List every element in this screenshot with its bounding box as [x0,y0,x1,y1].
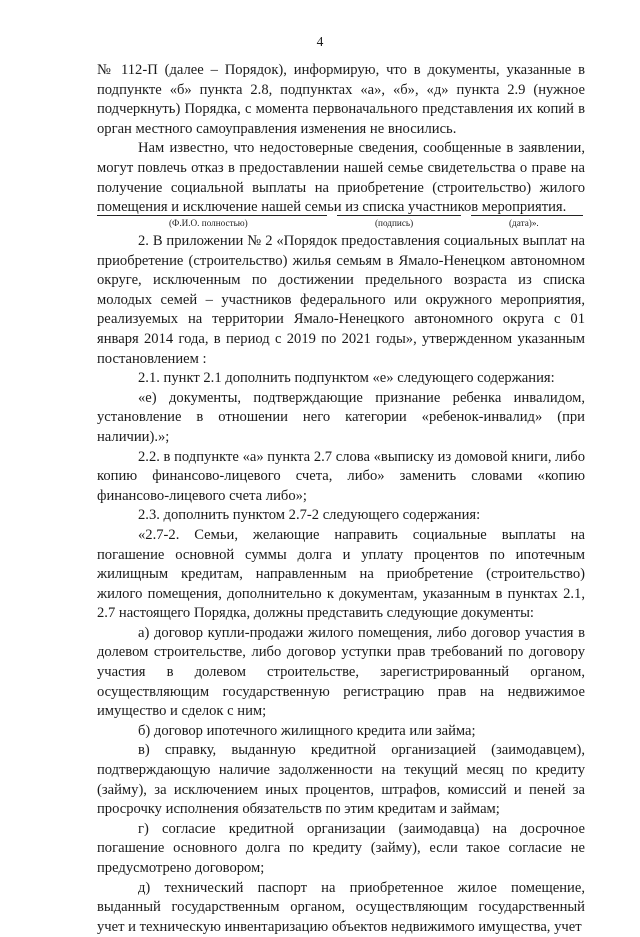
item-v: в) справку, выданную кредитной организацией (заимодавцем), подтверждающую наличие задолженности на текущий месяц по кредиту (займу), за исключением иных процентов, штрафов, комиссий и пеней за просрочку исполнения обязательств по этим кредитам и займам; [97,742,585,818]
para-2-1: 2.1. пункт 2.1 дополнить подпунктом «е» следующего содержания: [138,370,555,387]
item-g: г) согласие кредитной организации (заимодавца) на досрочное погашение основного долга по кредиту (займу), если такое согласие не предусмотрено договором; [97,820,585,876]
sign-caption: (подпись) [375,218,414,228]
fio-caption: (Ф.И.О. полностью) [169,218,248,228]
intro-block [97,61,585,218]
para-2-7-2: «2.7-2. Семьи, желающие направить социальные выплаты на погашение основной суммы долга и уплату процентов по ипотечным жилищным кредитам, направленным на приобретение (строительство) жилого помещения, дополнительно к документам, указанным в пунктах 2.1, 2.7 настоящего Порядка, должны представить следующие документы: [97,526,585,622]
item-a: а) договор купли-продажи жилого помещения, либо договор участия в долевом строительстве, либо договор уступки прав требований по договору участия в долевом строительстве, зарегистрированный органом, осуществляющим государственную регистрацию прав на недвижимое имущество и сделок с ним; [97,624,585,720]
main-block [97,232,585,937]
item-b: б) договор ипотечного жилищного кредита или займа; [138,722,476,739]
item-d: д) технический паспорт на приобретенное жилое помещение, выданный государственным органом, осуществляющим государственный учет и техническую инвентаризацию объектов недвижимого имущества, учет [97,879,585,935]
para-intro: № 112-П (далее – Порядок), информирую, что в документы, указанные в подпункте «б» пункта 2.8, подпунктах «а», «б», «д» пункта 2.9 (нужное подчеркнуть) Порядка, с момента первоначального представления их копий в орган местного самоуправления изменения не вносились. [97,62,585,137]
para-known: Нам известно, что недостоверные сведения, сообщенные в заявлении, могут повлечь отказ в предоставлении нашей семье свидетельства о праве на получение социальной выплаты на приобретение (строительство) жилого помещения и исключение нашей семьи из списка участников мероприятия. [97,140,585,216]
para-2-1-e: «е) документы, подтверждающие признание ребенка инвалидом, установление в отношении него категории «ребенок-инвалид» (при наличии).»; [97,389,585,445]
para-2-3: 2.3. дополнить пунктом 2.7-2 следующего содержания: [138,507,481,524]
fio-line [97,215,327,216]
date-line [471,215,583,216]
page-number: 4 [316,34,324,49]
sign-line [337,215,461,216]
para-2-2: 2.2. в подпункте «а» пункта 2.7 слова «выписку из домовой книги, либо копию финансово-лицевого счета, либо» заменить словами «копию финансово-лицевого счета либо»; [97,448,585,504]
date-caption: (дата)». [509,218,539,228]
para-2: 2. В приложении № 2 «Порядок предоставления социальных выплат на приобретение (строительство) жилья семьям в Ямало-Ненецком автономном округе, исключенным по достижении предельного возраста из списка молодых семей – участников федерального или окружного мероприятия, реализуемых на территории Ямало-Ненецкого автономного округа с 01 января 2014 года, в период с 2019 по 2021 годы», утвержденном указанным постановлением : [97,233,585,367]
